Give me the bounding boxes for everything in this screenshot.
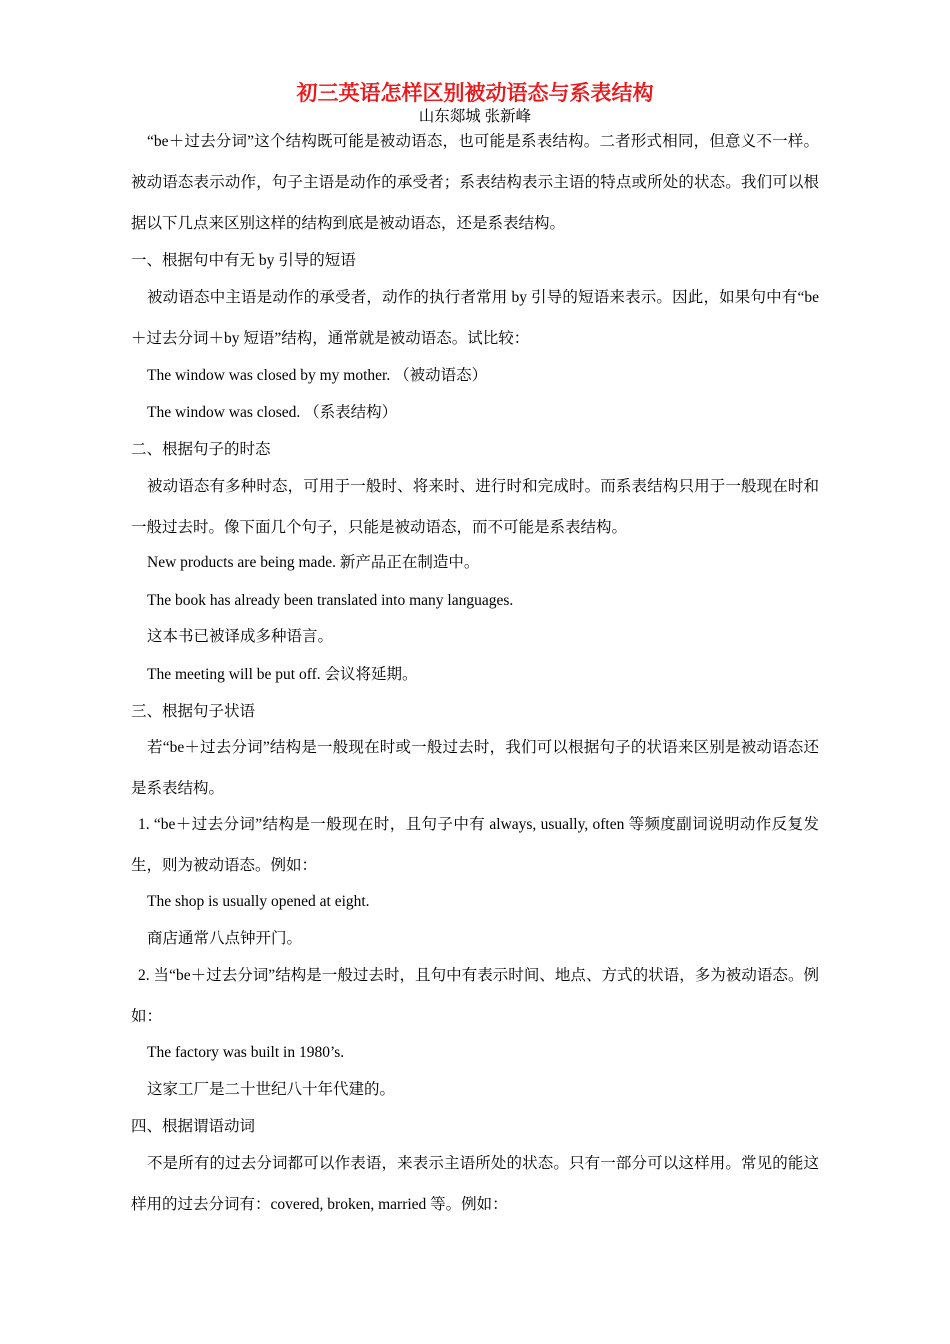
section-3-point-1-translation: 商店通常八点钟开门。 [147, 930, 303, 947]
section-4-heading: 四、根据谓语动词 [131, 1118, 256, 1135]
section-3-point-1-example: The shop is usually opened at eight. [147, 893, 370, 910]
author-line: 山东郯城 张新峰 [418, 108, 532, 125]
intro-paragraph: “be＋过去分词”这个结构既可能是被动语态，也可能是系表结构。二者形式相同，但意义不一样。被动语态表示动作，句子主语是动作的承受者；系表结构表示主语的特点或所处的状态。我们可以根据以下几点来区别这样的结构到底是被动语态，还是系表结构。 [131, 133, 819, 232]
section-1-example-1: The window was closed by my mother. （被动语态） [147, 367, 488, 384]
section-2-example-1: New products are being made. 新产品正在制造中。 [147, 554, 480, 571]
section-4-body: 不是所有的过去分词都可以作表语，来表示主语所处的状态。只有一部分可以这样用。常见的能这样用的过去分词有：covered, broken, married 等。例如： [131, 1155, 819, 1213]
document-title: 初三英语怎样区别被动语态与系表结构 [296, 81, 654, 105]
section-1-body: 被动语态中主语是动作的承受者，动作的执行者常用 by 引导的短语来表示。因此，如果句中有“be＋过去分词＋by 短语”结构，通常就是被动语态。试比较： [131, 289, 819, 347]
section-3-point-2-translation: 这家工厂是二十世纪八十年代建的。 [147, 1081, 396, 1098]
section-1-heading: 一、根据句中有无 by 引导的短语 [131, 252, 356, 269]
section-1-example-2: The window was closed. （系表结构） [147, 404, 398, 421]
section-2-heading: 二、根据句子的时态 [131, 441, 271, 458]
section-3-point-2: 2. 当“be＋过去分词”结构是一般过去时，且句中有表示时间、地点、方式的状语，多为被动语态。例如： [131, 967, 819, 1025]
section-3-body: 若“be＋过去分词”结构是一般现在时或一般过去时，我们可以根据句子的状语来区别是被动语态还是系表结构。 [131, 739, 819, 797]
section-2-example-2-translation: 这本书已被译成多种语言。 [147, 628, 334, 645]
section-2-body: 被动语态有多种时态，可用于一般时、将来时、进行时和完成时。而系表结构只用于一般现在时和一般过去时。像下面几个句子，只能是被动语态，而不可能是系表结构。 [131, 478, 819, 536]
section-3-point-1: 1. “be＋过去分词”结构是一般现在时，且句子中有 always, usually, often 等频度副词说明动作反复发生，则为被动语态。例如： [131, 816, 819, 874]
section-2-example-3: The meeting will be put off. 会议将延期。 [147, 666, 418, 683]
section-3-point-2-example: The factory was built in 1980’s. [147, 1044, 345, 1061]
section-3-heading: 三、根据句子状语 [131, 703, 256, 720]
section-2-example-2: The book has already been translated into many languages. [147, 592, 514, 609]
